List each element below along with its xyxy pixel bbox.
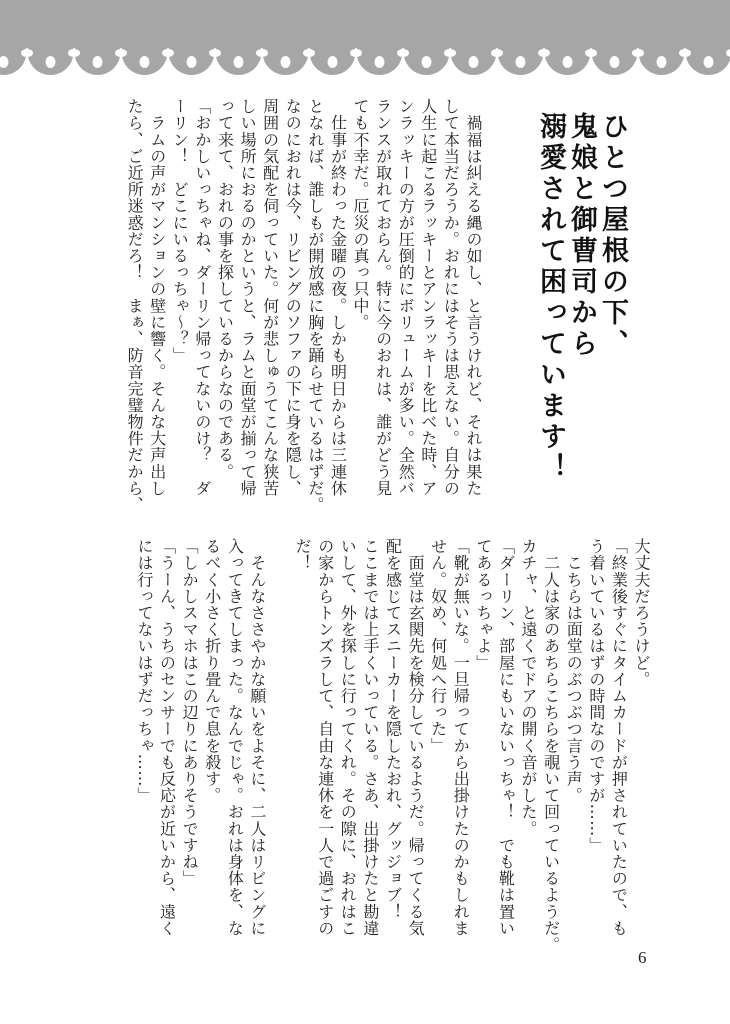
- title-line: 鬼娘と御曹司から: [566, 112, 597, 360]
- text-line: 「終業後すぐにタイムカードが押されていたので、も: [609, 538, 629, 937]
- text-line: 人生に起こるラッキーとアンラッキーを比べた時、ア: [418, 98, 438, 497]
- text-line: 「ダーリン、部屋にもいないっちゃ！ でも靴は置い: [496, 538, 516, 937]
- text-line: なのにおれは今、リビングのソファの下に身を隠し、: [283, 98, 303, 497]
- text-line: しい場所におるのかというと、ラムと面堂が揃って帰: [238, 98, 258, 497]
- title-line: ひとつ屋根の下、: [597, 112, 628, 360]
- text-line: ーリン！ どこにいるっちゃ～？」: [170, 98, 190, 364]
- text-line: ここまでは上手くいっている。さあ、出掛けたと勘違: [360, 538, 380, 937]
- text-line: ンラッキーの方が圧倒的にボリュームが多い。全然バ: [396, 98, 416, 497]
- text-line: 「靴が無いな。一旦帰ってから出掛けたのかもしれま: [451, 538, 471, 937]
- page-number: 6: [638, 948, 647, 967]
- text-line: せん。奴め、何処へ行った」: [428, 538, 448, 754]
- text-line: 二人は家のあちらこちらを覗いて回っているようだ。: [541, 538, 561, 953]
- text-line: には行ってないはずだっちゃ……」: [134, 538, 154, 804]
- text-line: ても不幸だ。厄災の真っ只中。: [351, 98, 371, 331]
- body-text-upper: [118, 98, 484, 518]
- text-line: となれば、誰しもが開放感に胸を踊らせているはずだ。: [305, 98, 325, 513]
- text-line: 面堂は玄関先を検分しているようだ。帰ってくる気: [406, 538, 426, 937]
- text-line: そんなささやかな願いをよそに、二人はリビングに: [247, 538, 267, 937]
- text-line: 「うーん、うちのセンサーでも反応が近いから、遠く: [157, 538, 177, 937]
- chapter-title: [528, 112, 628, 532]
- text-line: 配を感じてスニーカーを隠したおれ、グッジョブ！: [383, 538, 403, 920]
- text-line: いして、外を探しに行ってくれ。その隙に、おれはこ: [338, 538, 358, 937]
- text-line: 仕事が終わった金曜の夜。しかも明日からは三連休: [328, 98, 348, 497]
- text-line: だ！: [293, 538, 313, 572]
- text-line: 「しかしスマホはこの辺りにありそうですね」: [180, 538, 200, 887]
- text-line: う着いているはずの時間なのですが……」: [586, 538, 606, 854]
- text-line: の家からトンズラして、自由な連休を一人で過ごすの: [315, 538, 335, 937]
- text-line: るべく小さく折り畳んで息を殺す。: [202, 538, 222, 804]
- text-line: こちらは面堂のぶつぶつ言う声。: [564, 538, 584, 804]
- text-line: 禍福は糾える縄の如し、と言うけれど、それは果た: [464, 98, 483, 497]
- text-line: [268, 538, 291, 938]
- text-line: てあるっちゃよ」: [473, 538, 493, 671]
- body-text-lower: [118, 538, 652, 953]
- text-line: カチャ、と遠くでドアの開く音がした。: [519, 538, 539, 837]
- text-line: 周囲の気配を伺っていた。何が悲しゅうてこんな狭苦: [260, 98, 280, 497]
- text-line: ランスが取れておらん。特に今のおれは、誰がどう見: [373, 98, 393, 497]
- text-line: 入ってきてしまった。なんでじゃ。おれは身体を、な: [225, 538, 245, 937]
- text-line: 大丈夫だろうけど。: [632, 538, 651, 688]
- text-line: ラムの声がマンションの壁に響く。そんな大声出し: [147, 98, 167, 497]
- lace-border-decoration: [0, 0, 730, 80]
- text-line: して本当だろうか。おれにはそうは思えない。自分の: [441, 98, 461, 497]
- text-line: 「おかしいっちゃね、ダーリン帰ってないのけ？ ダ: [192, 98, 212, 497]
- text-line: って来て、おれの事を探しているからなのである。: [215, 98, 235, 480]
- title-line: 溺愛されて困っています！: [535, 112, 566, 484]
- text-line: たら、ご近所迷惑だろ！ まぁ、防音完璧物件だから、: [125, 98, 145, 513]
